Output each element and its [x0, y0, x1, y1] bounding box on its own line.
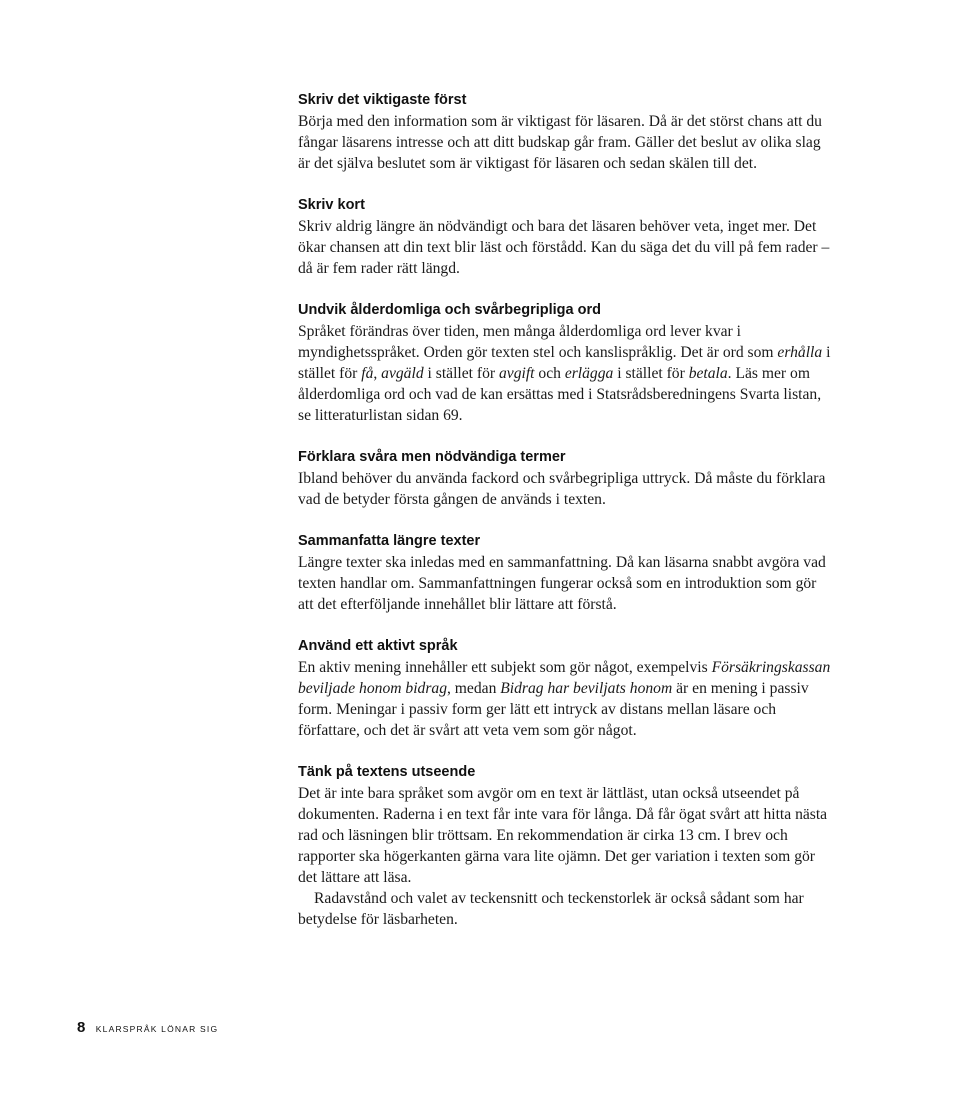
text-run: Längre texter ska inledas med en sammanfattning. Då kan läsarna snabbt avgöra vad texten handlar om. Sammanfattningen fungerar också som en introduktion som gör att det efterföljande innehållet blir lättare att förstå.	[298, 554, 826, 613]
text-run: Skriv aldrig längre än nödvändigt och bara det läsaren behöver veta, inget mer. Det ökar chansen att din text blir läst och förstådd. Kan du säga det du vill på fem rader – då är fem rader rätt längd.	[298, 218, 830, 277]
section-paragraph	[298, 321, 833, 426]
text-run: ,	[373, 365, 382, 382]
text-run: Ibland behöver du använda fackord och svårbegripliga uttryck. Då måste du förklara vad de betyder första gången de används i texten.	[298, 470, 826, 508]
section-undvik-alderdomliga-ord	[298, 300, 833, 426]
text-run: i stället för	[298, 344, 831, 382]
section-paragraph	[298, 783, 833, 888]
text-run: och	[534, 365, 565, 382]
text-run: är en mening i passiv form. Meningar i passiv form ger lätt ett intryck av distans mellan läsare och författare, och det är svårt att veta vem som gör något.	[298, 680, 809, 739]
section-heading: Förklara svåra men nödvändiga termer	[298, 449, 566, 465]
text-run: En aktiv mening innehåller ett subjekt som gör något, exempelvis	[298, 659, 712, 676]
section-paragraph	[298, 468, 833, 510]
section-heading: Tänk på textens utseende	[298, 764, 476, 780]
section-skriv-det-viktigaste-forst	[298, 90, 833, 174]
section-heading: Använd ett aktivt språk	[298, 638, 458, 654]
text-run: Radavstånd och valet av teckensnitt och teckenstorlek är också sådant som har betydelse för läsbarheten.	[298, 890, 804, 928]
document-body	[298, 90, 833, 951]
italic-term: avgäld	[381, 365, 424, 382]
italic-example: Försäkringskassan beviljade honom bidrag	[298, 659, 831, 697]
text-run: Det är inte bara språket som avgör om en text är lättläst, utan också utseendet på dokumenten. Raderna i en text får inte vara för långa. Då får ögat svårt att hitta nästa rad och läsningen blir tröttsam. En rekommendation är cirka 13 cm. I brev och rapporter ska högerkanten gärna vara lite ojämn. Det ger variation i texten som gör det lättare att läsa.	[298, 785, 828, 886]
section-paragraph	[298, 216, 833, 279]
section-paragraph	[298, 657, 833, 741]
section-paragraph	[298, 552, 833, 615]
text-run: i stället för	[613, 365, 689, 382]
italic-term: erlägga	[564, 365, 614, 382]
section-heading: Skriv kort	[298, 197, 365, 213]
italic-example: Bidrag har beviljats honom	[500, 680, 673, 697]
text-run: Språket förändras över tiden, men många ålderdomliga ord lever kvar i myndighetsspråket. Orden gör texten stel och kanslispråklig. Det är ord som	[298, 323, 778, 361]
running-title: KLARSPRÅK LÖNAR SIG	[95, 1024, 219, 1034]
section-heading: Undvik ålderdomliga och svårbegripliga ord	[298, 302, 601, 318]
section-forklara-termer	[298, 447, 833, 510]
text-run: i stället för	[423, 365, 499, 382]
page-number: 8	[77, 1019, 86, 1036]
text-run: . Läs mer om ålderdomliga ord och vad de kan ersättas med i Statsrådsberedningens Svarta listan, se litteraturlistan sidan 69.	[298, 365, 822, 424]
italic-term: betala	[688, 365, 728, 382]
text-run: , medan	[447, 680, 501, 697]
italic-term: få	[361, 365, 374, 382]
text-run: Börja med den information som är viktigast för läsaren. Då är det störst chans att du fångar läsarens intresse och att ditt budskap går fram. Gäller det beslut av olika slag är det själva beslutet som är viktigast för läsaren och sedan skälen till det.	[298, 113, 822, 172]
section-skriv-kort	[298, 195, 833, 279]
section-heading: Skriv det viktigaste först	[298, 92, 467, 108]
section-sammanfatta-langre-texter	[298, 531, 833, 615]
section-heading: Sammanfatta längre texter	[298, 533, 481, 549]
italic-term: avgift	[498, 365, 535, 382]
page-footer	[77, 1019, 218, 1037]
section-anvand-aktivt-sprak	[298, 636, 833, 741]
section-tank-pa-utseende	[298, 762, 833, 930]
section-paragraph	[298, 111, 833, 174]
italic-term: erhålla	[777, 344, 823, 361]
section-paragraph	[298, 888, 833, 930]
